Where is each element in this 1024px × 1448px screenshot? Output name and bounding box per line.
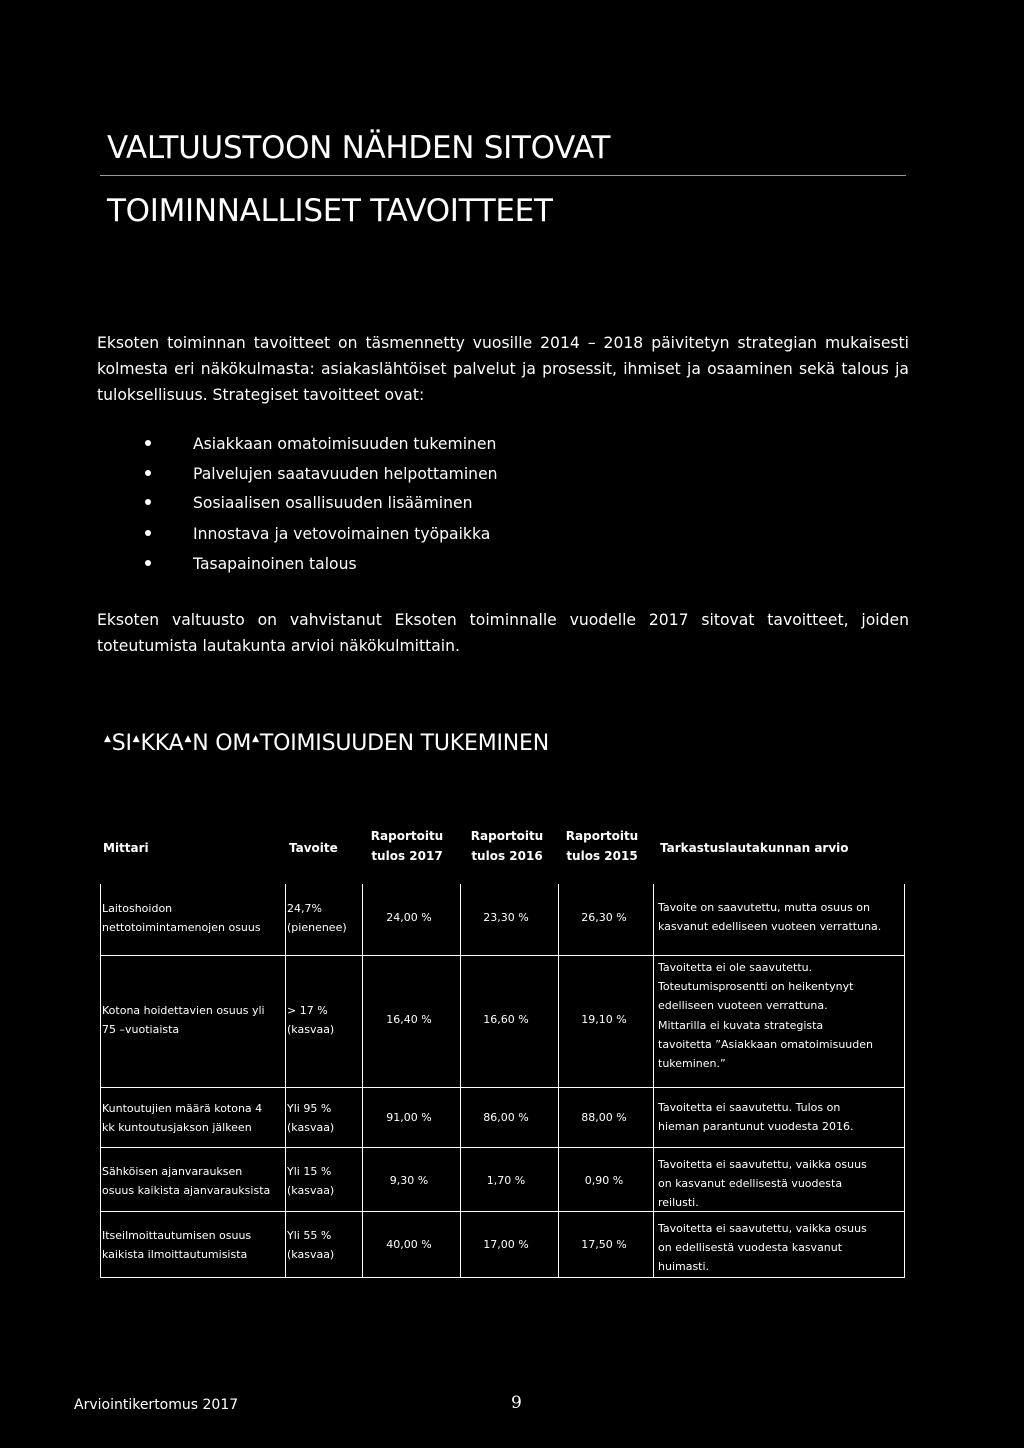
table-grid-line (362, 884, 363, 955)
assessment-line: hieman parantunut vuodesta 2016. (658, 1120, 854, 1134)
bullet-icon (145, 499, 151, 505)
assessment-line: tukeminen.” (658, 1057, 726, 1070)
assessment-line: Tavoitetta ei saavutettu, vaikka osuus (658, 1222, 867, 1235)
metric-line: Sähköisen ajanvarauksen (102, 1165, 243, 1178)
assessment-line: huimasti. (658, 1260, 710, 1274)
section-heading (103, 733, 549, 755)
table-grid-line (653, 1087, 654, 1147)
page-title-line2: TOIMINNALLISET TAVOITTEET (107, 193, 553, 229)
metric-line: kk kuntoutusjakson jälkeen (102, 1121, 252, 1134)
bullet-icon (145, 440, 151, 446)
target-line: Yli 95 % (287, 1102, 332, 1115)
triangle-marker-icon: ▲ (184, 734, 192, 744)
table-grid-line (460, 1147, 461, 1211)
target-line: (kasvaa) (287, 1121, 335, 1134)
metric-line: Kotona hoidettavien osuus yli (102, 1004, 265, 1017)
table-grid-line (653, 955, 654, 1087)
result-2017: 40,00 % (386, 1238, 432, 1251)
outro-paragraph: Eksoten valtuusto on vahvistanut Eksoten toiminnalle vuodelle 2017 sitovat tavoitteet, joiden toteutumista lautakunta arvioi näkökulmittain. (97, 611, 909, 655)
header-result-2017: Raportoitu tulos 2017 (370, 829, 444, 863)
assessment-line: Tavoitetta ei saavutettu, vaikka osuus (658, 1158, 867, 1171)
table-grid-line (558, 1211, 559, 1277)
header-result-2015: Raportoitu tulos 2015 (565, 829, 639, 863)
table-grid-line (460, 1087, 461, 1147)
metric-line: osuus kaikista ajanvarauksista (102, 1184, 271, 1197)
metric-line: Itseilmoittautumisen osuus (102, 1229, 252, 1242)
table-grid-line (460, 884, 461, 955)
table-row-divider (100, 1277, 905, 1278)
table-grid-line (362, 1147, 363, 1211)
assessment-line: Toteutumisprosentti on heikentynyt (658, 980, 854, 994)
section-heading-part: SI (111, 731, 132, 756)
result-2016: 16,60 % (483, 1013, 529, 1026)
result-2015: 17,50 % (581, 1238, 627, 1251)
table-grid-line (285, 1211, 286, 1277)
result-2015: 88,00 % (581, 1111, 627, 1124)
target-line: (kasvaa) (287, 1023, 335, 1036)
table-grid-line (285, 1087, 286, 1147)
assessment-line: Tavoite on saavutettu, mutta osuus on (658, 901, 870, 914)
metric-line: kaikista ilmoittautumisista (102, 1248, 248, 1261)
target-line: > 17 % (287, 1004, 328, 1017)
table-grid-line (904, 1211, 905, 1277)
footer-report-name: Arviointikertomus 2017 (74, 1397, 239, 1413)
table-grid-line (460, 1211, 461, 1277)
table-grid-line (285, 884, 286, 955)
result-2017: 9,30 % (389, 1174, 429, 1187)
header-assessment: Tarkastuslautakunnan arvio (660, 841, 849, 855)
table-grid-line (558, 1147, 559, 1211)
result-2017: 24,00 % (386, 911, 432, 924)
table-row-divider (100, 1147, 905, 1148)
goal-text: Tasapainoinen talous (193, 555, 357, 573)
goal-text: Asiakkaan omatoimisuuden tukeminen (193, 435, 497, 453)
table-grid-line (904, 1147, 905, 1211)
table-grid-line (285, 955, 286, 1087)
table-grid-line (362, 1211, 363, 1277)
assessment-line: Mittarilla ei kuvata strategista (658, 1018, 824, 1032)
target-line: 24,7% (287, 902, 322, 915)
header-metric: Mittari (103, 841, 149, 855)
assessment-line: kasvanut edelliseen vuoteen verrattuna. (658, 920, 882, 934)
target-line: (kasvaa) (287, 1248, 335, 1261)
triangle-marker-icon: ▲ (104, 734, 111, 744)
table-grid-line (904, 884, 905, 955)
bullet-icon (145, 470, 151, 476)
assessment-line: on kasvanut edellisestä vuodesta (658, 1177, 843, 1191)
table-grid-line (100, 1211, 101, 1277)
table-grid-line (653, 1147, 654, 1211)
table-grid-line (653, 884, 654, 955)
section-heading-part: TOIMISUUDEN TUKEMINEN (259, 731, 550, 756)
table-grid-line (100, 1147, 101, 1211)
table-grid-line (904, 1087, 905, 1147)
table-grid-line (100, 955, 101, 1087)
result-2015: 26,30 % (581, 911, 627, 924)
section-heading-part: KKA (140, 731, 184, 756)
target-line: Yli 55 % (287, 1229, 332, 1242)
table-grid-line (904, 955, 905, 1087)
table-grid-line (558, 884, 559, 955)
metric-line: 75 –vuotiaista (102, 1023, 180, 1036)
metric-line: Kuntoutujien määrä kotona 4 (102, 1102, 263, 1115)
table-grid-line (100, 884, 101, 955)
table-row-divider (100, 955, 905, 956)
assessment-line: on edellisestä vuodesta kasvanut (658, 1241, 843, 1255)
assessment-line: Tavoitetta ei saavutettu. Tulos on (658, 1101, 841, 1114)
metric-line: nettotoimintamenojen osuus (102, 921, 261, 934)
table-grid-line (558, 1087, 559, 1147)
assessment-line: Tavoitetta ei ole saavutettu. (658, 961, 813, 974)
assessment-line: edelliseen vuoteen verrattuna. (658, 999, 828, 1013)
target-line: Yli 15 % (287, 1165, 332, 1178)
goal-text: Innostava ja vetovoimainen työpaikka (193, 525, 491, 543)
result-2015: 19,10 % (581, 1013, 627, 1026)
metric-line: Laitoshoidon (102, 902, 173, 915)
table-grid-line (460, 955, 461, 1087)
triangle-marker-icon: ▲ (132, 734, 140, 744)
table-grid-line (653, 1211, 654, 1277)
table-grid-line (362, 1087, 363, 1147)
table-grid-line (285, 1147, 286, 1211)
assessment-line: reilusti. (658, 1196, 699, 1210)
intro-paragraph: Eksoten toiminnan tavoitteet on täsmennetty vuosille 2014 – 2018 päivitetyn strategian mukaisesti kolmesta eri näkökulmasta: asiakaslähtöiset palvelut ja prosessit, ihmiset ja osaaminen sekä talous ja tuloksellisuus. Strategiset tavoitteet ovat: (97, 334, 909, 404)
result-2017: 16,40 % (386, 1013, 432, 1026)
result-2016: 23,30 % (483, 911, 529, 924)
section-heading-part: N OM (192, 731, 252, 756)
result-2016: 17,00 % (483, 1238, 529, 1251)
result-2016: 1,70 % (486, 1174, 526, 1187)
result-2016: 86,00 % (483, 1111, 529, 1124)
bullet-icon (145, 560, 151, 566)
bullet-icon (145, 530, 151, 536)
page-number: 9 (511, 1393, 522, 1413)
header-target: Tavoite (289, 841, 338, 855)
target-line: (pienenee) (287, 921, 347, 934)
header-result-2016: Raportoitu tulos 2016 (470, 829, 544, 863)
title-divider (100, 175, 906, 176)
assessment-line: tavoitetta ”Asiakkaan omatoimisuuden (658, 1037, 873, 1051)
table-cell-underline (653, 1087, 905, 1088)
table-grid-line (362, 955, 363, 1087)
result-2017: 91,00 % (386, 1111, 432, 1124)
page-title-line1: VALTUUSTOON NÄHDEN SITOVAT (107, 130, 611, 166)
triangle-marker-icon: ▲ (252, 734, 259, 744)
target-line: (kasvaa) (287, 1184, 335, 1197)
table-row-divider (100, 1211, 905, 1212)
goal-text: Palvelujen saatavuuden helpottaminen (193, 465, 498, 483)
goal-text: Sosiaalisen osallisuuden lisääminen (193, 494, 473, 512)
table-grid-line (100, 1087, 101, 1147)
result-2015: 0,90 % (584, 1174, 624, 1187)
table-grid-line (558, 955, 559, 1087)
